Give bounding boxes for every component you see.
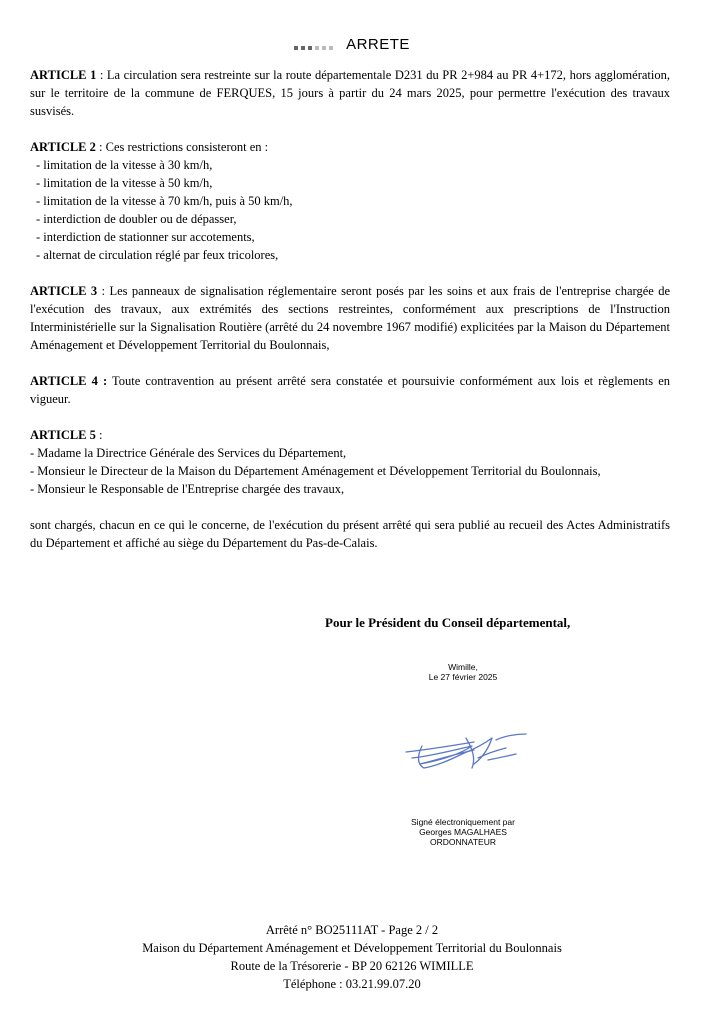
footer-address: Route de la Trésorerie - BP 20 62126 WIMILLE [230, 959, 474, 973]
article-3-text: : Les panneaux de signalisation réglementaire seront posés par les soins et aux frais de l'entreprise chargée de l'exécution des travaux, aux extrémités des sections restreintes, conformément aux prescriptions de l'Instruction Interministérielle sur la Signalisation Routière (arrêté du 24 novembre 1967 modifié) explicitées par la Maison du Département Aménagement et Développement Territorial du Boulonnais, [30, 284, 670, 352]
article-4 [30, 372, 670, 408]
signed-note: Signé électroniquement par [411, 817, 515, 827]
heading-dots-decoration [294, 37, 336, 54]
list-item: - interdiction de doubler ou de dépasser, [36, 212, 237, 226]
heading-title: ARRETE [346, 36, 410, 53]
signature-place: Wimille, [448, 662, 478, 672]
list-item: - Monsieur le Directeur de la Maison du Département Aménagement et Développement Territorial du Boulonnais, [30, 464, 601, 478]
signature-on-behalf: Pour le Président du Conseil départemental, [325, 615, 571, 630]
signer-role: ORDONNATEUR [430, 837, 496, 847]
signer-block [330, 817, 596, 847]
article-5-label: ARTICLE 5 [30, 428, 96, 442]
article-1 [30, 66, 670, 120]
article-3-label: ARTICLE 3 [30, 284, 98, 298]
article-5-list [30, 444, 670, 498]
article-2-list [30, 156, 670, 264]
handwritten-signature [402, 724, 528, 772]
article-3 [30, 282, 670, 354]
article-5-text: : [95, 428, 103, 442]
article-4-text: Toute contravention au présent arrêté sera constatée et poursuivie conformément aux lois et règlements en vigueur. [30, 374, 670, 406]
signer-name: Georges MAGALHAES [419, 827, 507, 837]
list-item: - interdiction de stationner sur accotements, [36, 230, 255, 244]
list-item: - limitation de la vitesse à 50 km/h, [36, 176, 213, 190]
footer-office: Maison du Département Aménagement et Développement Territorial du Boulonnais [142, 941, 562, 955]
list-item: - limitation de la vitesse à 30 km/h, [36, 158, 213, 172]
article-2-text: : Ces restrictions consisteront en : [95, 140, 269, 154]
article-4-label: ARTICLE 4 : [30, 374, 108, 388]
place-date-block [330, 662, 596, 682]
footer-reference: Arrêté n° BO25111AT - Page 2 / 2 [265, 923, 439, 937]
document-heading [0, 36, 704, 54]
article-1-label: ARTICLE 1 [30, 68, 97, 82]
list-item: - alternat de circulation réglé par feux tricolores, [36, 248, 279, 262]
article-1-text: : La circulation sera restreinte sur la route départementale D231 du PR 2+984 au PR 4+172, hors agglomération, sur le territoire de la commune de FERQUES, 15 jours à partir du 24 mars 2025, pour permettre l'exécution des travaux susvisés. [30, 68, 670, 118]
article-2-label: ARTICLE 2 [30, 140, 96, 154]
signature-date: Le 27 février 2025 [428, 672, 498, 682]
list-item: - limitation de la vitesse à 70 km/h, puis à 50 km/h, [36, 194, 293, 208]
document-body [30, 66, 670, 570]
closing-paragraph: sont chargés, chacun en ce qui le concerne, de l'exécution du présent arrêté qui sera publié au recueil des Actes Administratifs du Département et affiché au siège du Département du Pas-de-Calais. [30, 518, 670, 550]
article-2 [30, 138, 670, 264]
article-5 [30, 426, 670, 498]
list-item: - Madame la Directrice Générale des Services du Département, [30, 446, 347, 460]
list-item: - Monsieur le Responsable de l'Entreprise chargée des travaux, [30, 482, 345, 496]
footer-phone: Téléphone : 03.21.99.07.20 [283, 977, 421, 991]
page-footer [0, 921, 704, 993]
